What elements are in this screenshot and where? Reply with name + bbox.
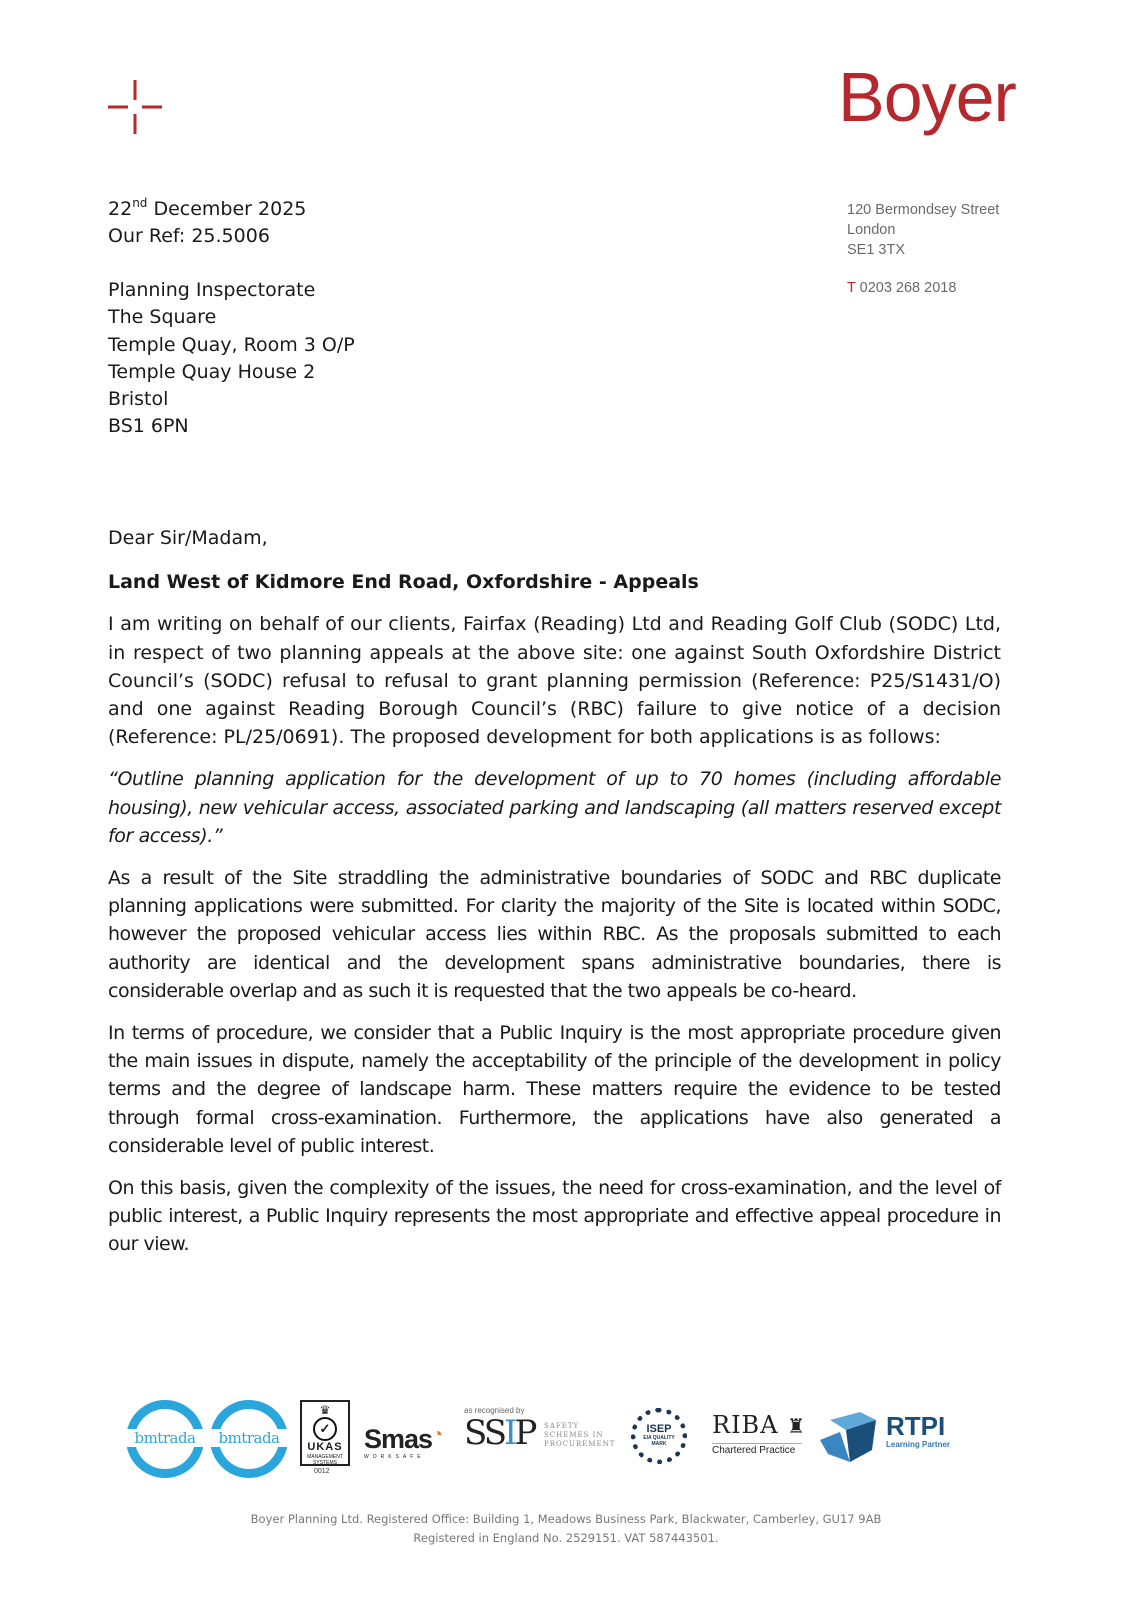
brand-logo: Boyer — [838, 58, 1016, 136]
address-line: 120 Bermondsey Street — [847, 202, 1000, 218]
letter-date — [108, 196, 306, 223]
paragraph-procedure: In terms of procedure, we consider that a Public Inquiry is the most appropriate procedure given the main issues in dispute, namely the acceptability of the principle of the development in policy terms and the degree of landscape harm. These matters require the evidence to be tested through formal cross-examination. Furthermore, the applications have also generated a considerable level of public interest. — [108, 1022, 1001, 1157]
ukas-number: 0012 — [314, 1468, 330, 1475]
smas-logo-icon: Smas◔ WORKSAFE — [364, 1424, 442, 1460]
address-line: SE1 3TX — [847, 242, 906, 258]
address-line: London — [847, 222, 896, 238]
paragraph-intro: I am writing on behalf of our clients, Fairfax (Reading) Ltd and Reading Golf Club (SODC) Ltd, in respect of two planning appeals at the above site: one against South Oxfordshire District Council’s (SODC) refusal to refusal to grant planning permission (Reference: P25/S1431/O) and one against Reading Borough Council’s (RBC) failure to give notice of a decision (Reference: PL/25/0691). The proposed development for both applications is as follows: — [108, 613, 1001, 749]
recipient-line: Temple Quay, Room 3 O/P — [108, 333, 355, 356]
ssip-logo-icon: as recognised by SSIP SAFETY SCHEMES IN PROCUREMENT — [464, 1406, 616, 1453]
letter-meta — [108, 196, 306, 250]
rtpi-logo: RTPI Learning Partner — [886, 1411, 951, 1449]
bmtrada-logo-icon: bmtrada — [126, 1400, 204, 1478]
paragraph-conclusion: On this basis, given the complexity of the issues, the need for cross-examination, and the level of public interest, a Public Inquiry represents the most appropriate and effective appeal procedure in our view. — [108, 1177, 1001, 1256]
checkmark-icon: ✓ — [313, 1417, 337, 1441]
isep-logo-icon: ISEP EIA QUALITY MARK — [631, 1408, 687, 1464]
recipient-line: Bristol — [108, 388, 169, 411]
bmtrada-logo-icon: bmtrada — [210, 1400, 288, 1478]
date-month-year: December 2025 — [147, 198, 307, 220]
accreditation-logos — [126, 1400, 986, 1488]
rtpi-cube-icon — [820, 1410, 876, 1462]
paragraph-quote: “Outline planning application for the development of up to 70 homes (including affordable housing), new vehicular access, associated parking and landscaping (all matters reserved except for access).” — [108, 768, 1001, 847]
date-suffix: nd — [132, 196, 148, 210]
crosshair-logo-icon — [108, 80, 162, 134]
letter-body — [108, 524, 1001, 1273]
company-number: Registered in England No. 2529151. VAT 587443501. — [413, 1531, 719, 1545]
recipient-line: Planning Inspectorate — [108, 279, 316, 301]
registration-footer — [0, 1510, 1132, 1548]
recipient-line: Temple Quay House 2 — [108, 360, 316, 383]
salutation: Dear Sir/Madam, — [108, 527, 268, 549]
letter-reference: Our Ref: 25.5006 — [108, 225, 270, 247]
riba-logo-icon: RIBA ♜ Chartered Practice — [712, 1411, 807, 1456]
registered-office: Boyer Planning Ltd. Registered Office: Building 1, Meadows Business Park, Blackwater, Camberley, GU17 9AB — [250, 1512, 882, 1526]
paragraph-boundaries: As a result of the Site straddling the administrative boundaries of SODC and RBC duplicate planning applications were submitted. For clarity the majority of the Site is located within SODC, however the proposed vehicular access lies within RBC. As the proposals submitted to each authority are identical and the development spans administrative boundaries, there is considerable overlap and as such it is requested that the two appeals be co-heard. — [108, 867, 1001, 1002]
phone-number: 0203 268 2018 — [859, 280, 957, 296]
recipient-line: BS1 6PN — [108, 415, 189, 438]
office-address — [847, 200, 999, 298]
phone-prefix: T — [847, 280, 856, 296]
crown-icon: ♛ — [319, 1403, 331, 1417]
recipient-line: The Square — [108, 306, 217, 329]
phone-line — [847, 278, 999, 298]
recipient-address — [108, 277, 355, 441]
date-day: 22 — [108, 198, 133, 220]
subject-heading: Land West of Kidmore End Road, Oxfordshire - Appeals — [108, 571, 699, 594]
ukas-logo-icon: ♛ ✓ UKAS MANAGEMENT SYSTEMS — [300, 1400, 350, 1466]
